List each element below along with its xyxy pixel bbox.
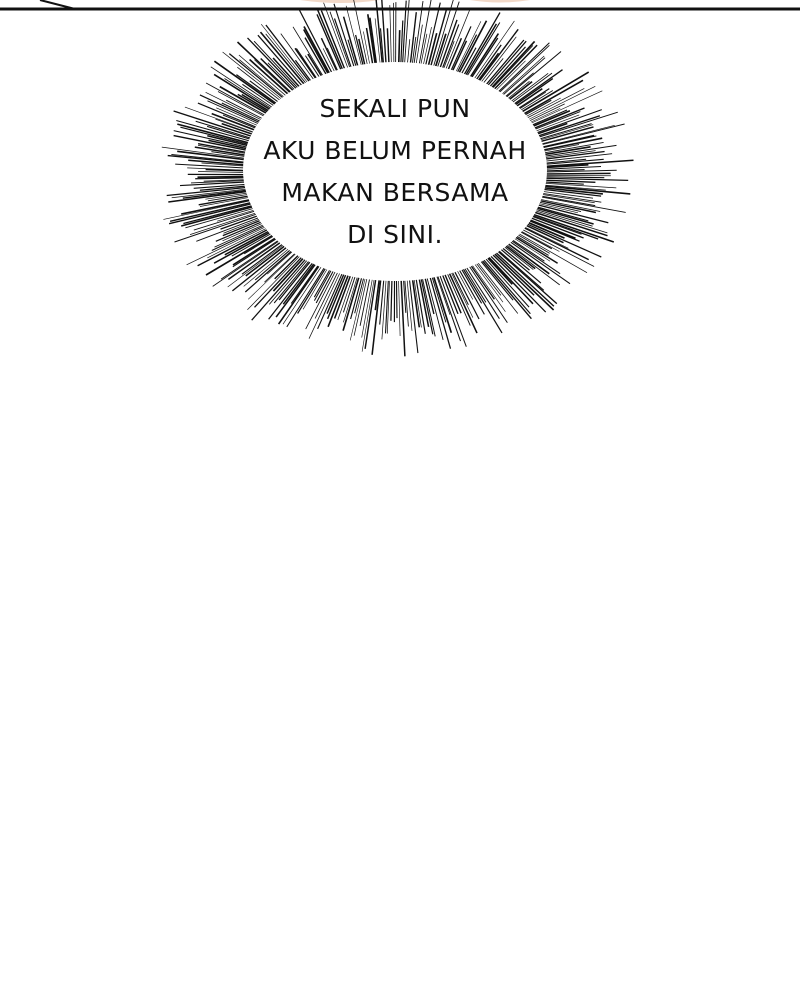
burst-spike <box>397 281 398 318</box>
speech-burst-text <box>230 88 560 256</box>
burst-spike <box>393 3 394 69</box>
speech-line-2: AKU BELUM PERNAH <box>263 136 527 165</box>
burst-spike <box>343 278 359 331</box>
burst-spike <box>391 281 392 321</box>
burst-spike <box>355 279 364 314</box>
speech-line-1: SEKALI PUN <box>319 94 471 123</box>
speech-line-4: DI SINI. <box>347 220 443 249</box>
burst-spike <box>390 5 392 69</box>
burst-spike <box>432 278 446 323</box>
burst-spike <box>402 1 406 70</box>
burst-spike <box>448 274 471 325</box>
burst-spike <box>470 267 508 323</box>
burst-spike <box>434 277 451 332</box>
burst-spike <box>399 281 401 336</box>
burst-spike <box>404 0 409 69</box>
speech-line-3: MAKAN BERSAMA <box>281 178 509 207</box>
